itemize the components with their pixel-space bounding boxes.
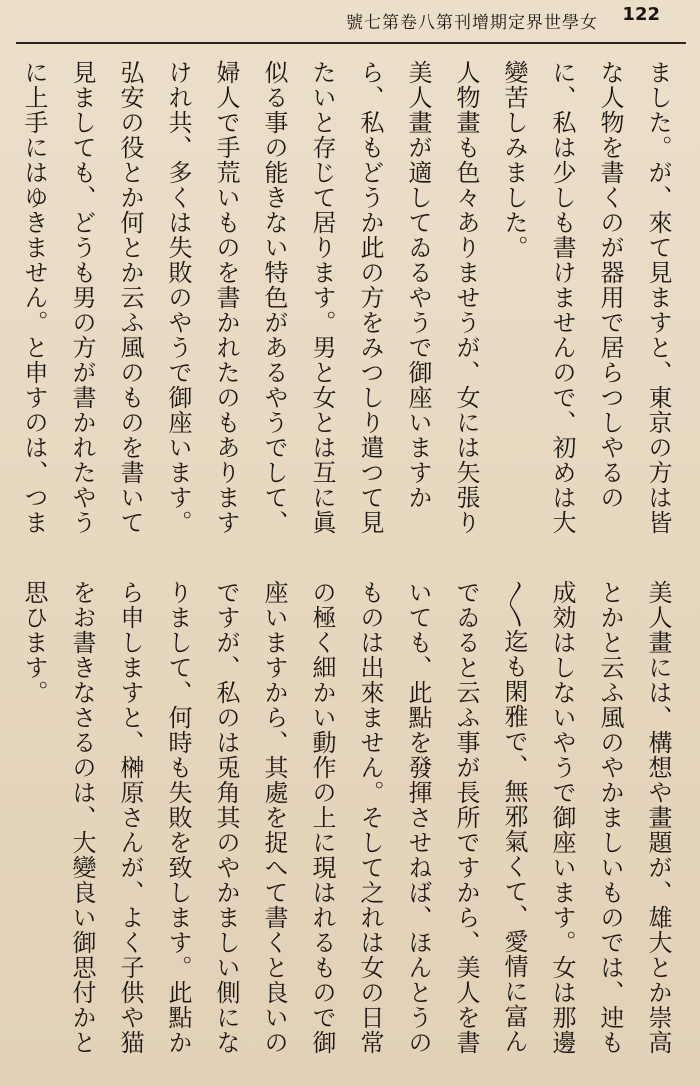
- upper-text-block: [16, 60, 682, 555]
- running-header-title: 女學世界定期增刊第八卷第七號: [346, 13, 598, 33]
- paragraph: ました。が、來て見ますと、東京の方は皆な人物を書くのが器用で居らつしやるのに、私は少しも書けませんので、初めは大變苦しみました。: [500, 60, 672, 535]
- lower-text-block: [16, 580, 682, 1072]
- paragraph: 人物畫も色々ありませうが、女には矢張り美人畫が適してゐるやうで御座いますから、私もどうか此の方をみつしり遣つて見たいと存じて居ります。男と女とは互に眞似る事の能きない特色があるやうでして、婦人で手荒いものを書かれたのもありますけれ共、多くは失敗のやうで御座います。弘安の役とか何とか云ふ風のものを書いて見ましても、どうも男の方が書かれたやうに上手にはゆきません。と申すのは、つま: [20, 60, 480, 535]
- header-rule: [16, 42, 686, 44]
- paragraph: 美人畫には、構想や畫題が、雄大とか崇高とかと云ふ風のやかましいものでは、迚も成効はしないやうで御座います。女は那邊〳〵迄も閑雅で、無邪氣くて、愛情に富んでゐると云ふ事が長所ですから、美人を書いても、此點を發揮させねば、ほんとうのものは出來ません。そして之れは女の日常の極く細かい動作の上に現はれるもので御座いますから、其處を捉へて書くと良いのですが、私のは兎角其のやかましい側になりまして、何時も失敗を致します。此點から申しますと、榊原さんが、よく子供や猫をお書きなさるのは、大變良い御思付かと思ひます。: [20, 580, 672, 1055]
- page-number: 122: [622, 4, 660, 25]
- running-header: [0, 0, 700, 44]
